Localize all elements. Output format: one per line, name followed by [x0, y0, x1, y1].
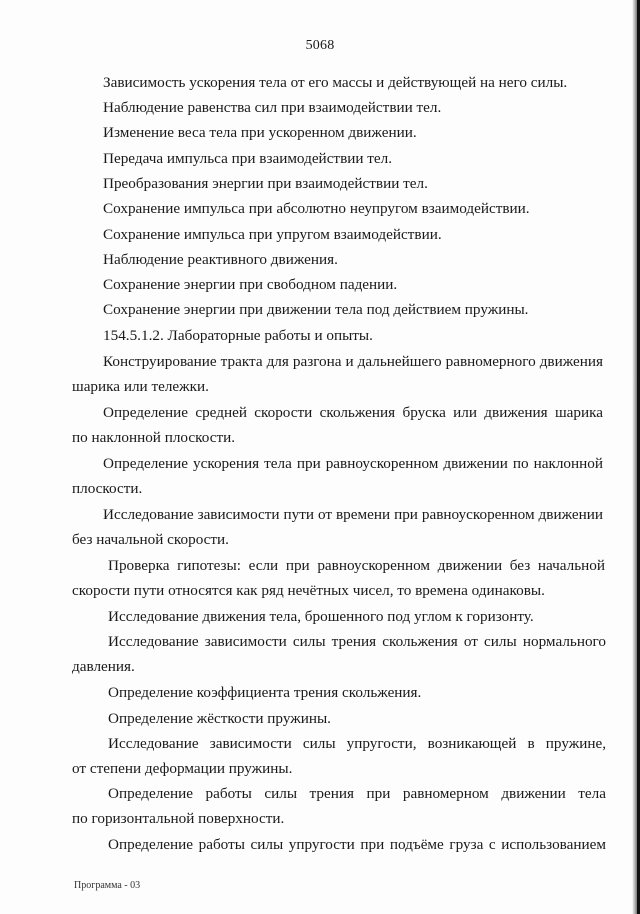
paragraph-first-line: Исследование зависимости силы упругости, возникающей в пружине,: [108, 735, 606, 752]
paragraph-first-line: Определение работы силы упругости при подъёме груза с использованием: [108, 836, 606, 853]
page-number: 5068: [305, 38, 335, 53]
text-line: Сохранение импульса при упругом взаимодействии.: [103, 226, 442, 243]
paragraph-line: без начальной скорости.: [72, 531, 229, 548]
paragraph-line: давления.: [72, 658, 135, 675]
paragraph-line: по горизонтальной поверхности.: [72, 810, 285, 827]
section-heading: 154.5.1.2. Лабораторные работы и опыты.: [103, 327, 373, 344]
paragraph-line: скорости пути относятся как ряд нечётных чисел, то времена одинаковы.: [72, 582, 545, 599]
paragraph-single-line: Определение коэффициента трения скольжения.: [108, 684, 422, 701]
paragraph-first-line: Исследование зависимости пути от времени при равноускоренном движении: [103, 506, 603, 523]
paragraph-first-line: Проверка гипотезы: если при равноускоренном движении без начальной: [108, 557, 605, 574]
text-line: Зависимость ускорения тела от его массы и действующей на него силы.: [103, 74, 568, 91]
paragraph-single-line: Определение жёсткости пружины.: [108, 710, 331, 727]
paragraph-line: плоскости.: [72, 480, 143, 497]
paragraph-line: от степени деформации пружины.: [72, 760, 293, 777]
paragraph-first-line: Определение ускорения тела при равноускоренном движении по наклонной: [103, 455, 603, 472]
paragraph-first-line: Определение средней скорости скольжения бруска или движения шарика: [103, 404, 603, 421]
text-line: Сохранение энергии при свободном падении.: [103, 276, 398, 293]
paragraph-first-line: Определение работы силы трения при равномерном движении тела: [108, 785, 606, 802]
text-line: Наблюдение равенства сил при взаимодействии тел.: [103, 99, 442, 116]
paragraph-line: по наклонной плоскости.: [72, 429, 236, 446]
paragraph-single-line: Исследование движения тела, брошенного под углом к горизонту.: [108, 608, 534, 625]
text-line: Сохранение энергии при движении тела под действием пружины.: [103, 301, 529, 318]
text-line: Изменение веса тела при ускоренном движении.: [103, 124, 417, 141]
text-line: Преобразования энергии при взаимодействии тел.: [103, 175, 428, 192]
text-line: Сохранение импульса при абсолютно неупругом взаимодействии.: [103, 200, 530, 217]
paragraph-first-line: Конструирование тракта для разгона и дальнейшего равномерного движения: [103, 353, 603, 370]
footer-program-label: Программа - 03: [74, 880, 141, 891]
paragraph-line: шарика или тележки.: [72, 378, 209, 395]
paragraph-first-line: Исследование зависимости силы трения скольжения от силы нормального: [108, 633, 606, 650]
text-line: Передача импульса при взаимодействии тел.: [103, 150, 393, 167]
text-line: Наблюдение реактивного движения.: [103, 251, 338, 268]
